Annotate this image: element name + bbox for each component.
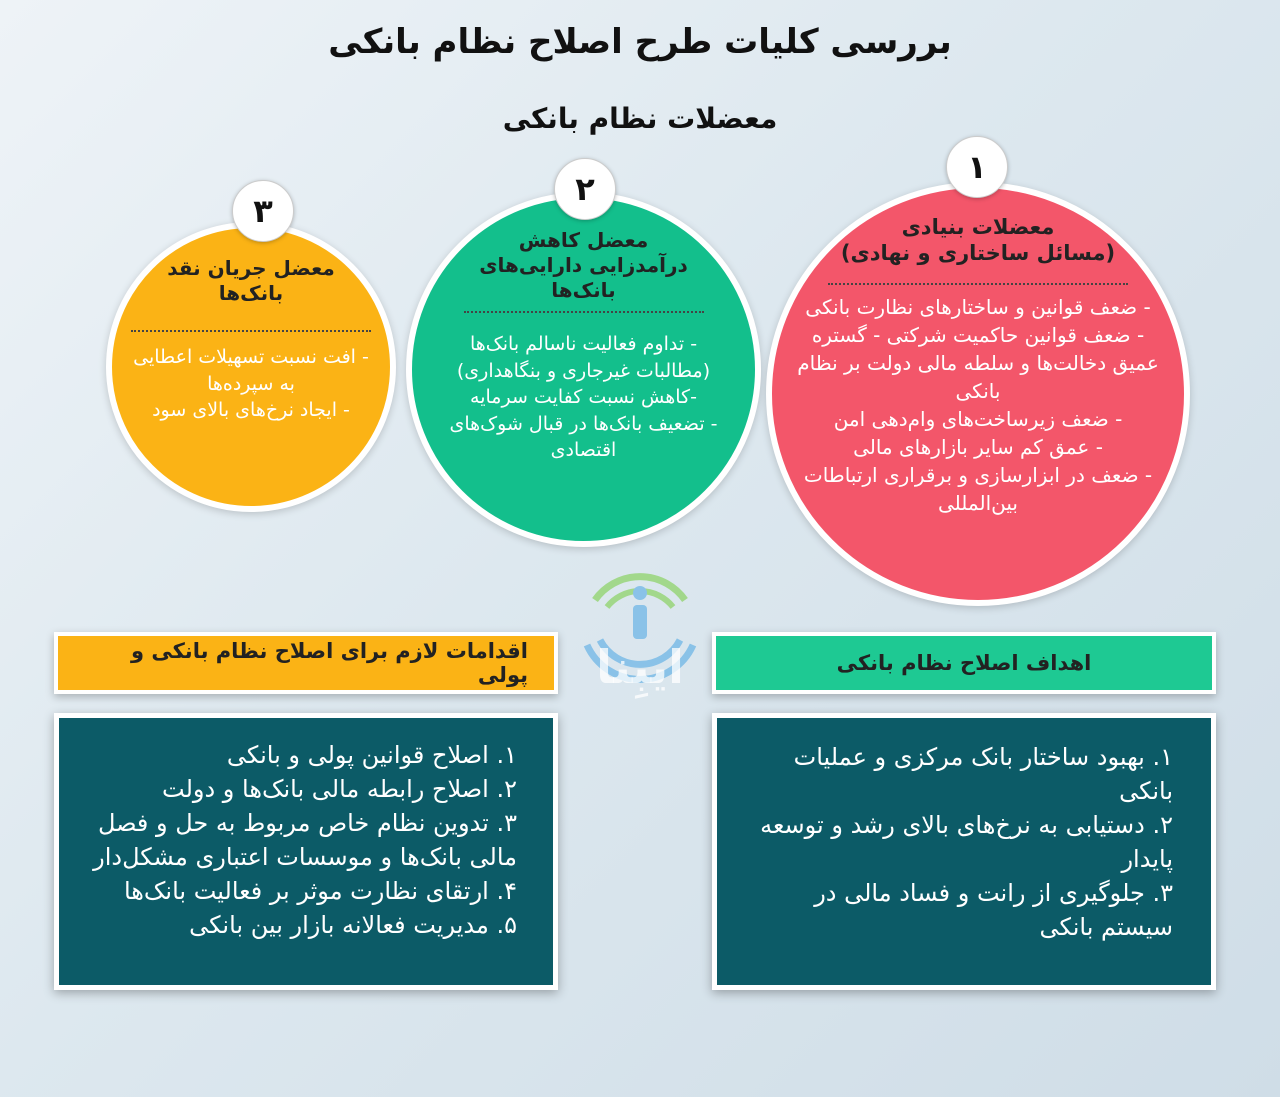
- circle-1-item: - ضعف قوانین حاکمیت شرکتی - گستره عمیق دخالت‌ها و سلطه مالی دولت بر نظام بانکی: [797, 322, 1159, 403]
- circle-1-item: - عمق کم سایر بازارهای مالی: [853, 434, 1103, 459]
- section-title: معضلات نظام بانکی: [502, 102, 778, 135]
- circle-1-heading: معضلات بنیادی (مسائل ساختاری و نهادی): [840, 215, 1116, 266]
- circle-2-items: [412, 331, 755, 464]
- circle-1-item: - ضعف زیرساخت‌های وام‌دهی امن: [833, 406, 1123, 431]
- circle-3-divider: [131, 330, 371, 332]
- watermark-text: ایبِنا: [596, 640, 684, 694]
- circle-fundamental-problems: [766, 182, 1190, 606]
- list-item: ۲. دستیابی به نرخ‌های بالای رشد و توسعه پایدار: [760, 811, 1173, 874]
- list-item: ۲. اصلاح رابطه مالی بانک‌ها و دولت: [162, 775, 517, 804]
- goals-header-label: اهداف اصلاح نظام بانکی: [836, 651, 1092, 675]
- list-item: ۵. مدیریت فعالانه بازار بین بانکی: [189, 911, 517, 940]
- number-badge-2: ۲: [554, 158, 616, 220]
- goals-list: [712, 713, 1216, 990]
- list-item: ۱. بهبود ساختار بانک مرکزی و عملیات بانکی: [793, 743, 1173, 806]
- circle-2-heading: معضل کاهش درآمدزایی دارایی‌های بانک‌ها: [479, 228, 688, 302]
- circle-asset-income-problem: [406, 192, 761, 547]
- actions-list: [54, 713, 558, 990]
- circle-3-item: - ایجاد نرخ‌های بالای سود: [152, 399, 350, 422]
- circle-1-item: - ضعف در ابزارسازی و برقراری ارتباطات بین‌المللی: [803, 462, 1153, 515]
- list-item: ۳. جلوگیری از رانت و فساد مالی در سیستم بانکی: [814, 879, 1173, 942]
- circle-2-item: -کاهش نسبت کفایت سرمایه: [470, 386, 697, 409]
- goals-header: [712, 632, 1216, 694]
- number-badge-3: ۳: [232, 180, 294, 242]
- circle-1-divider: [828, 283, 1128, 285]
- circle-3-item: - افت نسبت تسهیلات اعطایی به سپرده‌ها: [133, 346, 369, 395]
- actions-header: [54, 632, 558, 694]
- circle-2-item: - تداوم فعالیت ناسالم بانک‌ها (مطالبات غیرجاری و بنگاهداری): [456, 333, 711, 382]
- number-badge-1: ۱: [946, 136, 1008, 198]
- list-item: ۳. تدوین نظام خاص مربوط به حل و فصل مالی بانک‌ها و موسسات اعتباری مشکل‌دار: [93, 809, 517, 872]
- list-item: ۱. اصلاح قوانین پولی و بانکی: [226, 741, 517, 769]
- actions-header-label: اقدامات لازم برای اصلاح نظام بانکی و پولی: [130, 639, 528, 687]
- circle-3-heading: معضل جریان نقد بانک‌ها: [167, 256, 335, 305]
- circle-2-item: - تضعیف بانک‌ها در قبال شوک‌های اقتصادی: [449, 412, 718, 462]
- circle-1-item: - ضعف قوانین و ساختارهای نظارت بانکی: [805, 294, 1151, 319]
- list-item: ۴. ارتقای نظارت موثر بر فعالیت بانک‌ها: [123, 877, 517, 906]
- circle-cash-flow-problem: [106, 222, 396, 512]
- circle-2-divider: [464, 311, 704, 313]
- circle-3-items: [112, 344, 390, 424]
- page-title: بررسی کلیات طرح اصلاح نظام بانکی: [328, 22, 952, 62]
- circle-1-items: [772, 293, 1184, 517]
